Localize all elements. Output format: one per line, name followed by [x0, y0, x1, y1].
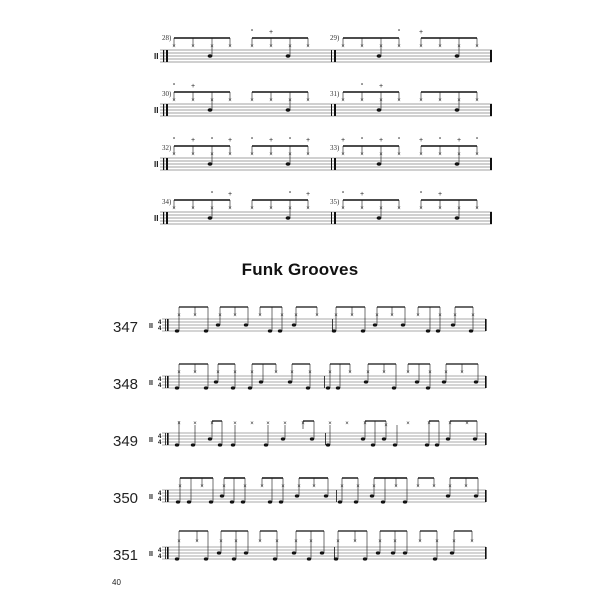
svg-text:×: ×	[465, 421, 469, 427]
groove-number: 349	[113, 433, 139, 450]
svg-text:II: II	[154, 214, 159, 223]
svg-text:+: +	[268, 137, 274, 144]
svg-text:×: ×	[178, 484, 182, 490]
svg-text:°: °	[210, 137, 214, 144]
svg-text:×: ×	[457, 98, 461, 104]
svg-text:×: ×	[275, 539, 279, 545]
svg-text:×: ×	[475, 44, 479, 50]
svg-text:×: ×	[341, 44, 345, 50]
svg-text:×: ×	[336, 539, 340, 545]
svg-text:×: ×	[475, 98, 479, 104]
svg-text:×: ×	[394, 484, 398, 490]
svg-text:+: +	[359, 191, 365, 198]
svg-text:×: ×	[390, 313, 394, 319]
svg-text:×: ×	[360, 152, 364, 158]
svg-text:×: ×	[172, 206, 176, 212]
svg-text:×: ×	[460, 370, 464, 376]
svg-text:×: ×	[457, 206, 461, 212]
svg-text:×: ×	[382, 370, 386, 376]
svg-text:II: II	[154, 106, 159, 115]
exercise-label: 34)	[162, 198, 172, 206]
svg-text:4: 4	[158, 548, 162, 554]
exercise-label: 33)	[330, 144, 340, 152]
svg-text:×: ×	[379, 44, 383, 50]
svg-text:+: +	[190, 83, 196, 90]
svg-text:×: ×	[350, 313, 354, 319]
svg-text:×: ×	[475, 206, 479, 212]
exercise-row-34-35	[154, 191, 495, 234]
svg-text:×: ×	[269, 44, 273, 50]
svg-text:×: ×	[306, 206, 310, 212]
svg-text:×: ×	[419, 152, 423, 158]
svg-text:×: ×	[379, 206, 383, 212]
svg-text:×: ×	[328, 421, 332, 427]
svg-text:×: ×	[345, 421, 349, 427]
svg-text:×: ×	[258, 539, 262, 545]
svg-text:×: ×	[432, 484, 436, 490]
svg-text:×: ×	[384, 423, 388, 429]
svg-text:×: ×	[218, 313, 222, 319]
svg-text:×: ×	[294, 539, 298, 545]
svg-text:×: ×	[210, 206, 214, 212]
svg-text:×: ×	[195, 539, 199, 545]
svg-text:II: II	[149, 380, 153, 387]
svg-text:×: ×	[210, 152, 214, 158]
svg-text:×: ×	[397, 44, 401, 50]
svg-text:×: ×	[341, 98, 345, 104]
svg-text:×: ×	[228, 206, 232, 212]
svg-text:×: ×	[418, 539, 422, 545]
svg-text:×: ×	[378, 539, 382, 545]
svg-text:°: °	[172, 83, 176, 90]
svg-text:×: ×	[191, 206, 195, 212]
svg-text:×: ×	[228, 98, 232, 104]
svg-text:×: ×	[301, 421, 305, 427]
groove-350	[100, 478, 500, 518]
svg-text:×: ×	[200, 484, 204, 490]
svg-text:II: II	[149, 494, 153, 501]
svg-text:×: ×	[288, 98, 292, 104]
svg-text:×: ×	[448, 484, 452, 490]
svg-text:4: 4	[158, 497, 162, 503]
page-number: 40	[112, 578, 121, 587]
svg-text:×: ×	[308, 370, 312, 376]
drum-staff	[154, 137, 495, 180]
svg-text:°: °	[360, 83, 364, 90]
svg-text:+: +	[190, 137, 196, 144]
svg-text:4: 4	[158, 320, 162, 326]
svg-text:°: °	[250, 137, 254, 144]
svg-text:×: ×	[269, 152, 273, 158]
svg-text:×: ×	[464, 484, 468, 490]
svg-text:×: ×	[366, 370, 370, 376]
svg-text:×: ×	[438, 313, 442, 319]
svg-text:×: ×	[306, 152, 310, 158]
svg-text:×: ×	[191, 98, 195, 104]
drum-staff	[154, 83, 495, 126]
svg-text:+: +	[340, 137, 346, 144]
svg-text:+: +	[418, 137, 424, 144]
drum-staff	[154, 29, 495, 72]
svg-text:°: °	[288, 191, 292, 198]
svg-text:×: ×	[457, 44, 461, 50]
svg-text:×: ×	[452, 539, 456, 545]
svg-text:×: ×	[191, 152, 195, 158]
groove-349	[100, 421, 500, 461]
svg-text:II: II	[154, 160, 159, 169]
svg-text:×: ×	[177, 370, 181, 376]
svg-text:×: ×	[250, 152, 254, 158]
svg-text:×: ×	[290, 370, 294, 376]
svg-text:4: 4	[158, 434, 162, 440]
svg-text:×: ×	[438, 152, 442, 158]
svg-text:+: +	[305, 137, 311, 144]
svg-text:II: II	[154, 52, 159, 61]
svg-text:×: ×	[334, 313, 338, 319]
groove-number: 347	[113, 319, 139, 336]
svg-text:×: ×	[219, 539, 223, 545]
svg-text:×: ×	[372, 484, 376, 490]
svg-text:°: °	[397, 29, 401, 36]
exercise-label: 32)	[162, 144, 172, 152]
svg-text:+: +	[268, 29, 274, 36]
svg-text:×: ×	[448, 421, 452, 427]
svg-text:×: ×	[177, 313, 181, 319]
svg-text:×: ×	[312, 484, 316, 490]
svg-text:×: ×	[340, 484, 344, 490]
svg-text:4: 4	[158, 554, 162, 560]
svg-text:×: ×	[419, 44, 423, 50]
svg-text:×: ×	[294, 313, 298, 319]
svg-text:×: ×	[250, 370, 254, 376]
drum-staff	[154, 191, 495, 234]
svg-text:×: ×	[397, 206, 401, 212]
svg-text:+: +	[378, 83, 384, 90]
svg-text:+: +	[227, 137, 233, 144]
svg-text:×: ×	[193, 421, 197, 427]
drum-staff	[100, 478, 500, 518]
svg-text:×: ×	[288, 152, 292, 158]
svg-text:×: ×	[172, 152, 176, 158]
svg-text:×: ×	[191, 44, 195, 50]
svg-text:×: ×	[444, 370, 448, 376]
svg-text:×: ×	[250, 44, 254, 50]
svg-text:×: ×	[297, 484, 301, 490]
svg-text:×: ×	[283, 421, 287, 427]
svg-text:×: ×	[379, 152, 383, 158]
svg-text:×: ×	[193, 370, 197, 376]
svg-text:×: ×	[274, 370, 278, 376]
svg-text:×: ×	[393, 539, 397, 545]
svg-text:×: ×	[250, 421, 254, 427]
svg-text:×: ×	[250, 206, 254, 212]
svg-text:×: ×	[363, 421, 367, 427]
svg-text:°: °	[419, 191, 423, 198]
svg-text:×: ×	[210, 44, 214, 50]
svg-text:×: ×	[228, 152, 232, 158]
svg-text:×: ×	[356, 484, 360, 490]
svg-text:°: °	[397, 137, 401, 144]
svg-text:×: ×	[306, 98, 310, 104]
svg-text:×: ×	[348, 370, 352, 376]
svg-text:×: ×	[172, 44, 176, 50]
svg-text:°: °	[341, 191, 345, 198]
exercise-row-30-31	[154, 83, 495, 126]
exercise-label: 30)	[162, 90, 172, 98]
svg-text:×: ×	[233, 313, 237, 319]
svg-text:×: ×	[379, 98, 383, 104]
svg-text:°: °	[438, 137, 442, 144]
svg-text:×: ×	[309, 539, 313, 545]
exercise-label: 29)	[330, 34, 340, 42]
svg-text:+: +	[305, 191, 311, 198]
svg-text:×: ×	[210, 98, 214, 104]
drum-staff	[100, 535, 500, 575]
svg-text:4: 4	[158, 326, 162, 332]
exercise-row-28-29	[154, 29, 495, 72]
svg-text:°: °	[172, 137, 176, 144]
svg-text:×: ×	[341, 206, 345, 212]
svg-text:×: ×	[193, 313, 197, 319]
groove-351	[100, 535, 500, 575]
svg-text:×: ×	[438, 98, 442, 104]
svg-text:×: ×	[233, 370, 237, 376]
exercise-label: 28)	[162, 34, 172, 42]
svg-text:×: ×	[397, 152, 401, 158]
svg-text:×: ×	[427, 421, 431, 427]
svg-text:×: ×	[475, 152, 479, 158]
svg-text:×: ×	[258, 313, 262, 319]
svg-text:+: +	[227, 191, 233, 198]
drum-staff	[100, 307, 500, 347]
svg-text:×: ×	[233, 421, 237, 427]
svg-text:×: ×	[222, 484, 226, 490]
svg-text:×: ×	[360, 206, 364, 212]
svg-text:×: ×	[216, 370, 220, 376]
svg-text:×: ×	[243, 484, 247, 490]
svg-text:°: °	[475, 137, 479, 144]
svg-text:×: ×	[419, 206, 423, 212]
groove-number: 348	[113, 376, 139, 393]
svg-text:×: ×	[438, 206, 442, 212]
svg-text:×: ×	[306, 44, 310, 50]
drum-staff	[100, 364, 500, 404]
svg-text:°: °	[250, 29, 254, 36]
svg-text:×: ×	[288, 206, 292, 212]
svg-text:+: +	[378, 137, 384, 144]
section-title: Funk Grooves	[241, 260, 359, 279]
svg-text:4: 4	[158, 377, 162, 383]
svg-text:II: II	[149, 551, 153, 558]
svg-text:°: °	[288, 137, 292, 144]
svg-text:×: ×	[453, 313, 457, 319]
svg-text:×: ×	[360, 98, 364, 104]
svg-text:°: °	[360, 137, 364, 144]
groove-348	[100, 364, 500, 404]
svg-text:×: ×	[260, 484, 264, 490]
svg-text:×: ×	[353, 539, 357, 545]
svg-text:×: ×	[172, 98, 176, 104]
exercise-row-32-33	[154, 137, 495, 180]
svg-text:+: +	[437, 191, 443, 198]
groove-number: 351	[113, 547, 139, 564]
svg-text:×: ×	[428, 370, 432, 376]
svg-text:×: ×	[397, 98, 401, 104]
svg-text:×: ×	[328, 370, 332, 376]
svg-text:+: +	[456, 137, 462, 144]
svg-text:×: ×	[210, 421, 214, 427]
svg-text:×: ×	[269, 98, 273, 104]
svg-text:×: ×	[269, 206, 273, 212]
svg-text:×: ×	[288, 44, 292, 50]
svg-text:×: ×	[266, 421, 270, 427]
svg-text:×: ×	[471, 313, 475, 319]
svg-text:×: ×	[416, 313, 420, 319]
svg-text:×: ×	[315, 313, 319, 319]
svg-text:×: ×	[375, 313, 379, 319]
drum-staff	[100, 421, 500, 461]
svg-text:×: ×	[281, 484, 285, 490]
svg-text:°: °	[210, 191, 214, 198]
svg-text:×: ×	[228, 44, 232, 50]
svg-text:×: ×	[234, 539, 238, 545]
svg-text:×: ×	[250, 98, 254, 104]
groove-347	[100, 307, 500, 347]
svg-text:4: 4	[158, 440, 162, 446]
svg-text:×: ×	[435, 539, 439, 545]
exercise-label: 35)	[330, 198, 340, 206]
groove-number: 350	[113, 490, 139, 507]
svg-text:×: ×	[177, 421, 181, 427]
svg-text:×: ×	[406, 370, 410, 376]
svg-text:×: ×	[280, 313, 284, 319]
svg-text:×: ×	[438, 44, 442, 50]
svg-text:×: ×	[419, 98, 423, 104]
svg-text:×: ×	[360, 44, 364, 50]
svg-text:×: ×	[416, 484, 420, 490]
svg-text:+: +	[418, 29, 424, 36]
svg-text:×: ×	[457, 152, 461, 158]
svg-text:II: II	[149, 437, 153, 444]
svg-text:×: ×	[406, 421, 410, 427]
svg-text:II: II	[149, 323, 153, 330]
svg-text:4: 4	[158, 491, 162, 497]
svg-text:×: ×	[470, 539, 474, 545]
svg-text:×: ×	[177, 539, 181, 545]
svg-text:×: ×	[341, 152, 345, 158]
exercise-label: 31)	[330, 90, 340, 98]
svg-text:4: 4	[158, 383, 162, 389]
